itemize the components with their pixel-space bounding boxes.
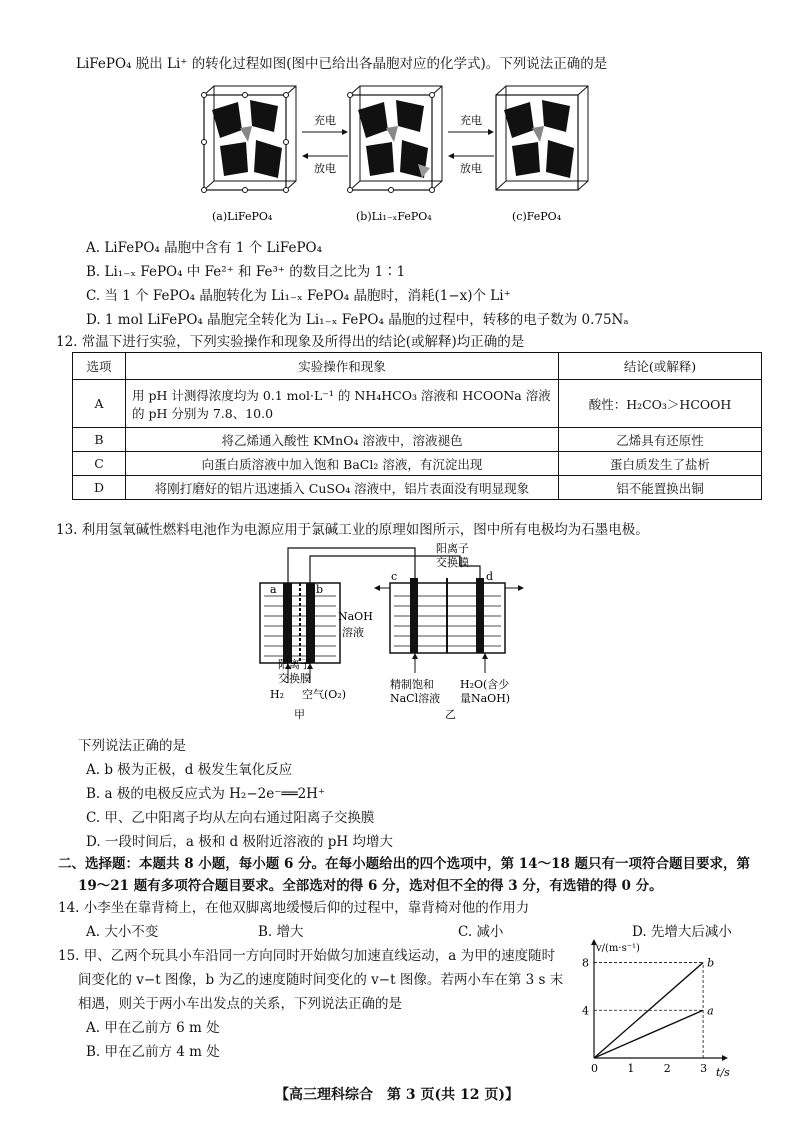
- table-cell: 乙烯具有还原性: [559, 428, 762, 452]
- naoh-label: NaOH: [338, 610, 373, 623]
- table-cell: A: [73, 380, 126, 428]
- series-line-a: [594, 1010, 703, 1058]
- y-tick-label: 8: [582, 956, 589, 970]
- x-tick-label: 1: [627, 1062, 635, 1075]
- jia-label: 甲: [294, 708, 305, 721]
- table-cell: D: [73, 476, 126, 500]
- q15-line2: 间变化的 v−t 图像，b 为乙的速度随时间变化的 v−t 图像。若两小车在第 3 s 末: [78, 972, 564, 988]
- charge-label-1: 充电: [314, 114, 336, 127]
- x-tick-label: 2: [663, 1062, 671, 1075]
- electrode-d-label: d: [486, 570, 494, 583]
- q13-option-a: A. b 极为正极，d 极发生氧化反应: [86, 762, 293, 778]
- table-cell: 将刚打磨好的铝片迅速插入 CuSO₄ 溶液中，铝片表面没有明显现象: [126, 476, 559, 500]
- cell-c-diagram: [496, 86, 588, 190]
- table-cell: B: [73, 428, 126, 452]
- y-axis-label: v/(m·s⁻¹): [596, 943, 640, 954]
- table-row: [73, 428, 762, 452]
- vt-chart: [566, 938, 746, 1080]
- arrow-pair-2: [448, 113, 494, 175]
- table-header: 选项: [73, 353, 126, 380]
- q13-option-c: C. 甲、乙中阳离子均从左向右通过阳离子交换膜: [86, 810, 375, 826]
- q14-option-d: D. 先增大后减小: [632, 924, 732, 940]
- electrode-c-label: c: [391, 570, 398, 583]
- crystal-figure: [190, 80, 610, 230]
- q13-option-b: B. a 极的电极反应式为 H₂−2e⁻══2H⁺: [86, 786, 326, 802]
- q11-option-c: C. 当 1 个 FePO₄ 晶胞转化为 Li₁₋ₓ FePO₄ 晶胞时，消耗(1−x)个 Li⁺: [86, 288, 511, 304]
- water-label: H₂O(含少: [460, 678, 510, 691]
- table-cell: 向蛋白质溶液中加入饱和 BaCl₂ 溶液，有沉淀出现: [126, 452, 559, 476]
- q12-stem: 12. 常温下进行实验，下列实验操作和现象及所得出的结论(或解释)均正确的是: [56, 334, 525, 350]
- q13-prompt: 下列说法正确的是: [78, 738, 186, 754]
- table-row: [73, 380, 762, 428]
- q14-option-c: C. 减小: [458, 924, 504, 940]
- table-cell: 铝不能置换出铜: [559, 476, 762, 500]
- membrane-label-2b: 交换膜: [436, 556, 469, 569]
- cell-b-diagram: [348, 86, 443, 193]
- table-cell: 酸性：H₂CO₃＞HCOOH: [559, 380, 762, 428]
- yi-label: 乙: [445, 708, 456, 721]
- electrolysis-figure: [250, 538, 550, 728]
- q15-line3: 相遇，则关于两小车出发点的关系，下列说法正确的是: [78, 996, 402, 1012]
- caption-c: (c)FePO₄: [512, 210, 562, 223]
- table-cell: 用 pH 计测得浓度均为 0.1 mol·L⁻¹ 的 NH₄HCO₃ 溶液和 HCOONa 溶液的 pH 分别为 7.8、10.0: [126, 380, 559, 428]
- caption-a: (a)LiFePO₄: [212, 210, 273, 223]
- h2-label: H₂: [270, 688, 285, 701]
- x-tick-label: 0: [591, 1062, 598, 1075]
- q12-table: [72, 352, 762, 500]
- discharge-label-2: 放电: [460, 162, 482, 175]
- table-header-row: [73, 353, 762, 380]
- arrow-pair-1: [302, 113, 348, 175]
- table-cell: C: [73, 452, 126, 476]
- brine-label: 精制饱和: [390, 678, 434, 691]
- q15-option-a: A. 甲在乙前方 6 m 处: [86, 1020, 220, 1036]
- table-cell: 蛋白质发生了盐析: [559, 452, 762, 476]
- q14-stem: 14. 小李坐在靠背椅上，在他双脚离地缓慢后仰的过程中，靠背椅对他的作用力: [58, 900, 530, 916]
- membrane-label-1: 阳离子: [278, 658, 311, 671]
- naoh-label-2: 溶液: [342, 626, 364, 639]
- water-label-2: 量NaOH): [460, 692, 511, 705]
- table-header: 实验操作和现象: [126, 353, 559, 380]
- electrode-a-label: a: [270, 583, 277, 596]
- q14-option-a: A. 大小不变: [86, 924, 159, 940]
- air-label: 空气(O₂): [302, 688, 347, 701]
- q15-option-b: B. 甲在乙前方 4 m 处: [86, 1044, 220, 1060]
- cell-a-diagram: [202, 86, 297, 193]
- series-label-a: a: [707, 1004, 714, 1018]
- x-tick-label: 3: [700, 1062, 708, 1075]
- caption-b: (b)Li₁₋ₓFePO₄: [356, 210, 432, 223]
- q11-option-b: B. Li₁₋ₓ FePO₄ 中 Fe²⁺ 和 Fe³⁺ 的数目之比为 1∶1: [86, 264, 406, 280]
- q15-line1: 15. 甲、乙两个玩具小车沿同一方向同时开始做匀加速直线运动，a 为甲的速度随时: [58, 948, 556, 964]
- brine-label-2: NaCl溶液: [390, 692, 441, 705]
- electrode-b-label: b: [316, 583, 324, 596]
- table-row: [73, 452, 762, 476]
- charge-label-2: 充电: [460, 114, 482, 127]
- membrane-label-2: 阳离子: [436, 542, 469, 555]
- table-row: [73, 476, 762, 500]
- q14-option-b: B. 增大: [258, 924, 304, 940]
- y-tick-label: 4: [582, 1004, 589, 1018]
- q11-option-a: A. LiFePO₄ 晶胞中含有 1 个 LiFePO₄: [86, 240, 323, 256]
- x-axis-arrow: [722, 1055, 728, 1061]
- discharge-label-1: 放电: [314, 162, 336, 175]
- table-cell: 将乙烯通入酸性 KMnO₄ 溶液中，溶液褪色: [126, 428, 559, 452]
- q13-option-d: D. 一段时间后，a 极和 d 极附近溶液的 pH 均增大: [86, 834, 393, 850]
- membrane-label-1b: 交换膜: [278, 672, 311, 685]
- q11-stem: LiFePO₄ 脱出 Li⁺ 的转化过程如图(图中已给出各晶胞对应的化学式)。下列说法正确的是: [76, 56, 608, 72]
- section2-line2: 19～21 题有多项符合题目要求。全部选对的得 6 分，选对但不全的得 3 分，有选错的得 0 分。: [78, 878, 663, 894]
- q13-stem: 13. 利用氢氧碱性燃料电池作为电源应用于氯碱工业的原理如图所示，图中所有电极均为石墨电极。: [56, 522, 649, 538]
- q11-option-d: D. 1 mol LiFePO₄ 晶胞完全转化为 Li₁₋ₓ FePO₄ 晶胞的过程中，转移的电子数为 0.75Nₐ: [86, 312, 629, 328]
- page-footer: 【高三理科综合 第 3 页(共 12 页)】: [275, 1087, 519, 1103]
- table-header: 结论(或解释): [559, 353, 762, 380]
- series-label-b: b: [707, 956, 715, 970]
- x-axis-label: t/s: [716, 1066, 730, 1079]
- section2-line1: 二、选择题：本题共 8 小题，每小题 6 分。在每小题给出的四个选项中，第 14～18 题只有一项符合题目要求，第: [58, 856, 751, 872]
